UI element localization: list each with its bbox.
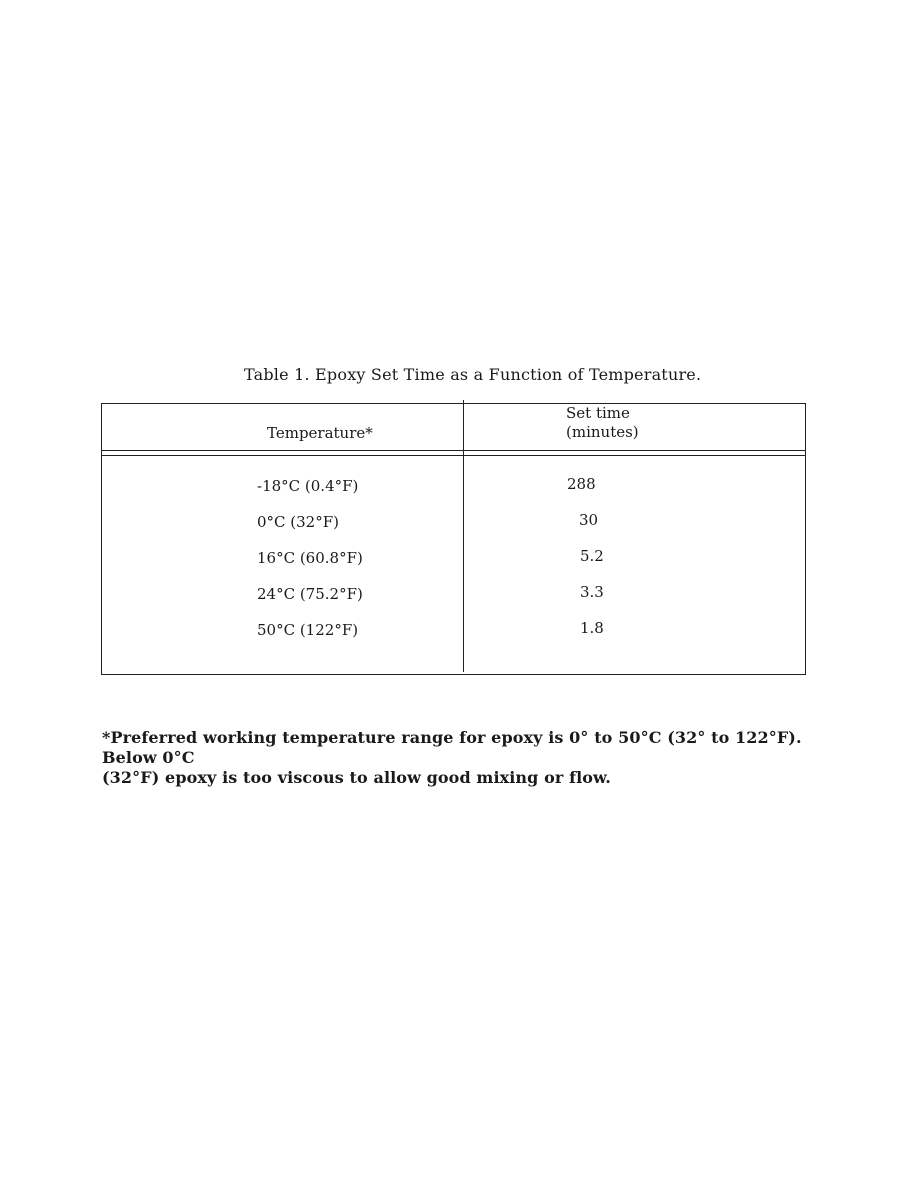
row-set-time: 288: [567, 475, 596, 493]
row-temperature: 50°C (122°F): [257, 621, 359, 639]
header-rule-top: [102, 450, 805, 451]
footnote-line-2: (32°F) epoxy is too viscous to allow good mixing or flow.: [102, 768, 611, 787]
row-temperature: 16°C (60.8°F): [257, 549, 363, 567]
row-temperature: 24°C (75.2°F): [257, 585, 363, 603]
row-set-time: 30: [579, 511, 599, 529]
epoxy-set-time-table: [101, 403, 806, 675]
row-temperature: 0°C (32°F): [257, 513, 339, 531]
column-divider: [463, 400, 464, 672]
footnote-line-1: *Preferred working temperature range for epoxy is 0° to 50°C (32° to 122°F). Below 0°C: [102, 728, 802, 767]
row-set-time: 1.8: [580, 619, 604, 637]
header-set-time-line1: Set time: [566, 404, 630, 422]
row-set-time: 3.3: [580, 583, 604, 601]
header-rule-bottom: [102, 455, 805, 456]
header-set-time-line2: (minutes): [566, 423, 639, 441]
header-temperature: Temperature*: [267, 424, 373, 442]
table-caption: Table 1. Epoxy Set Time as a Function of Temperature.: [244, 365, 702, 384]
table-footnote: [102, 728, 842, 788]
header-set-time: [566, 404, 639, 442]
row-temperature: -18°C (0.4°F): [257, 477, 359, 495]
row-set-time: 5.2: [580, 547, 604, 565]
